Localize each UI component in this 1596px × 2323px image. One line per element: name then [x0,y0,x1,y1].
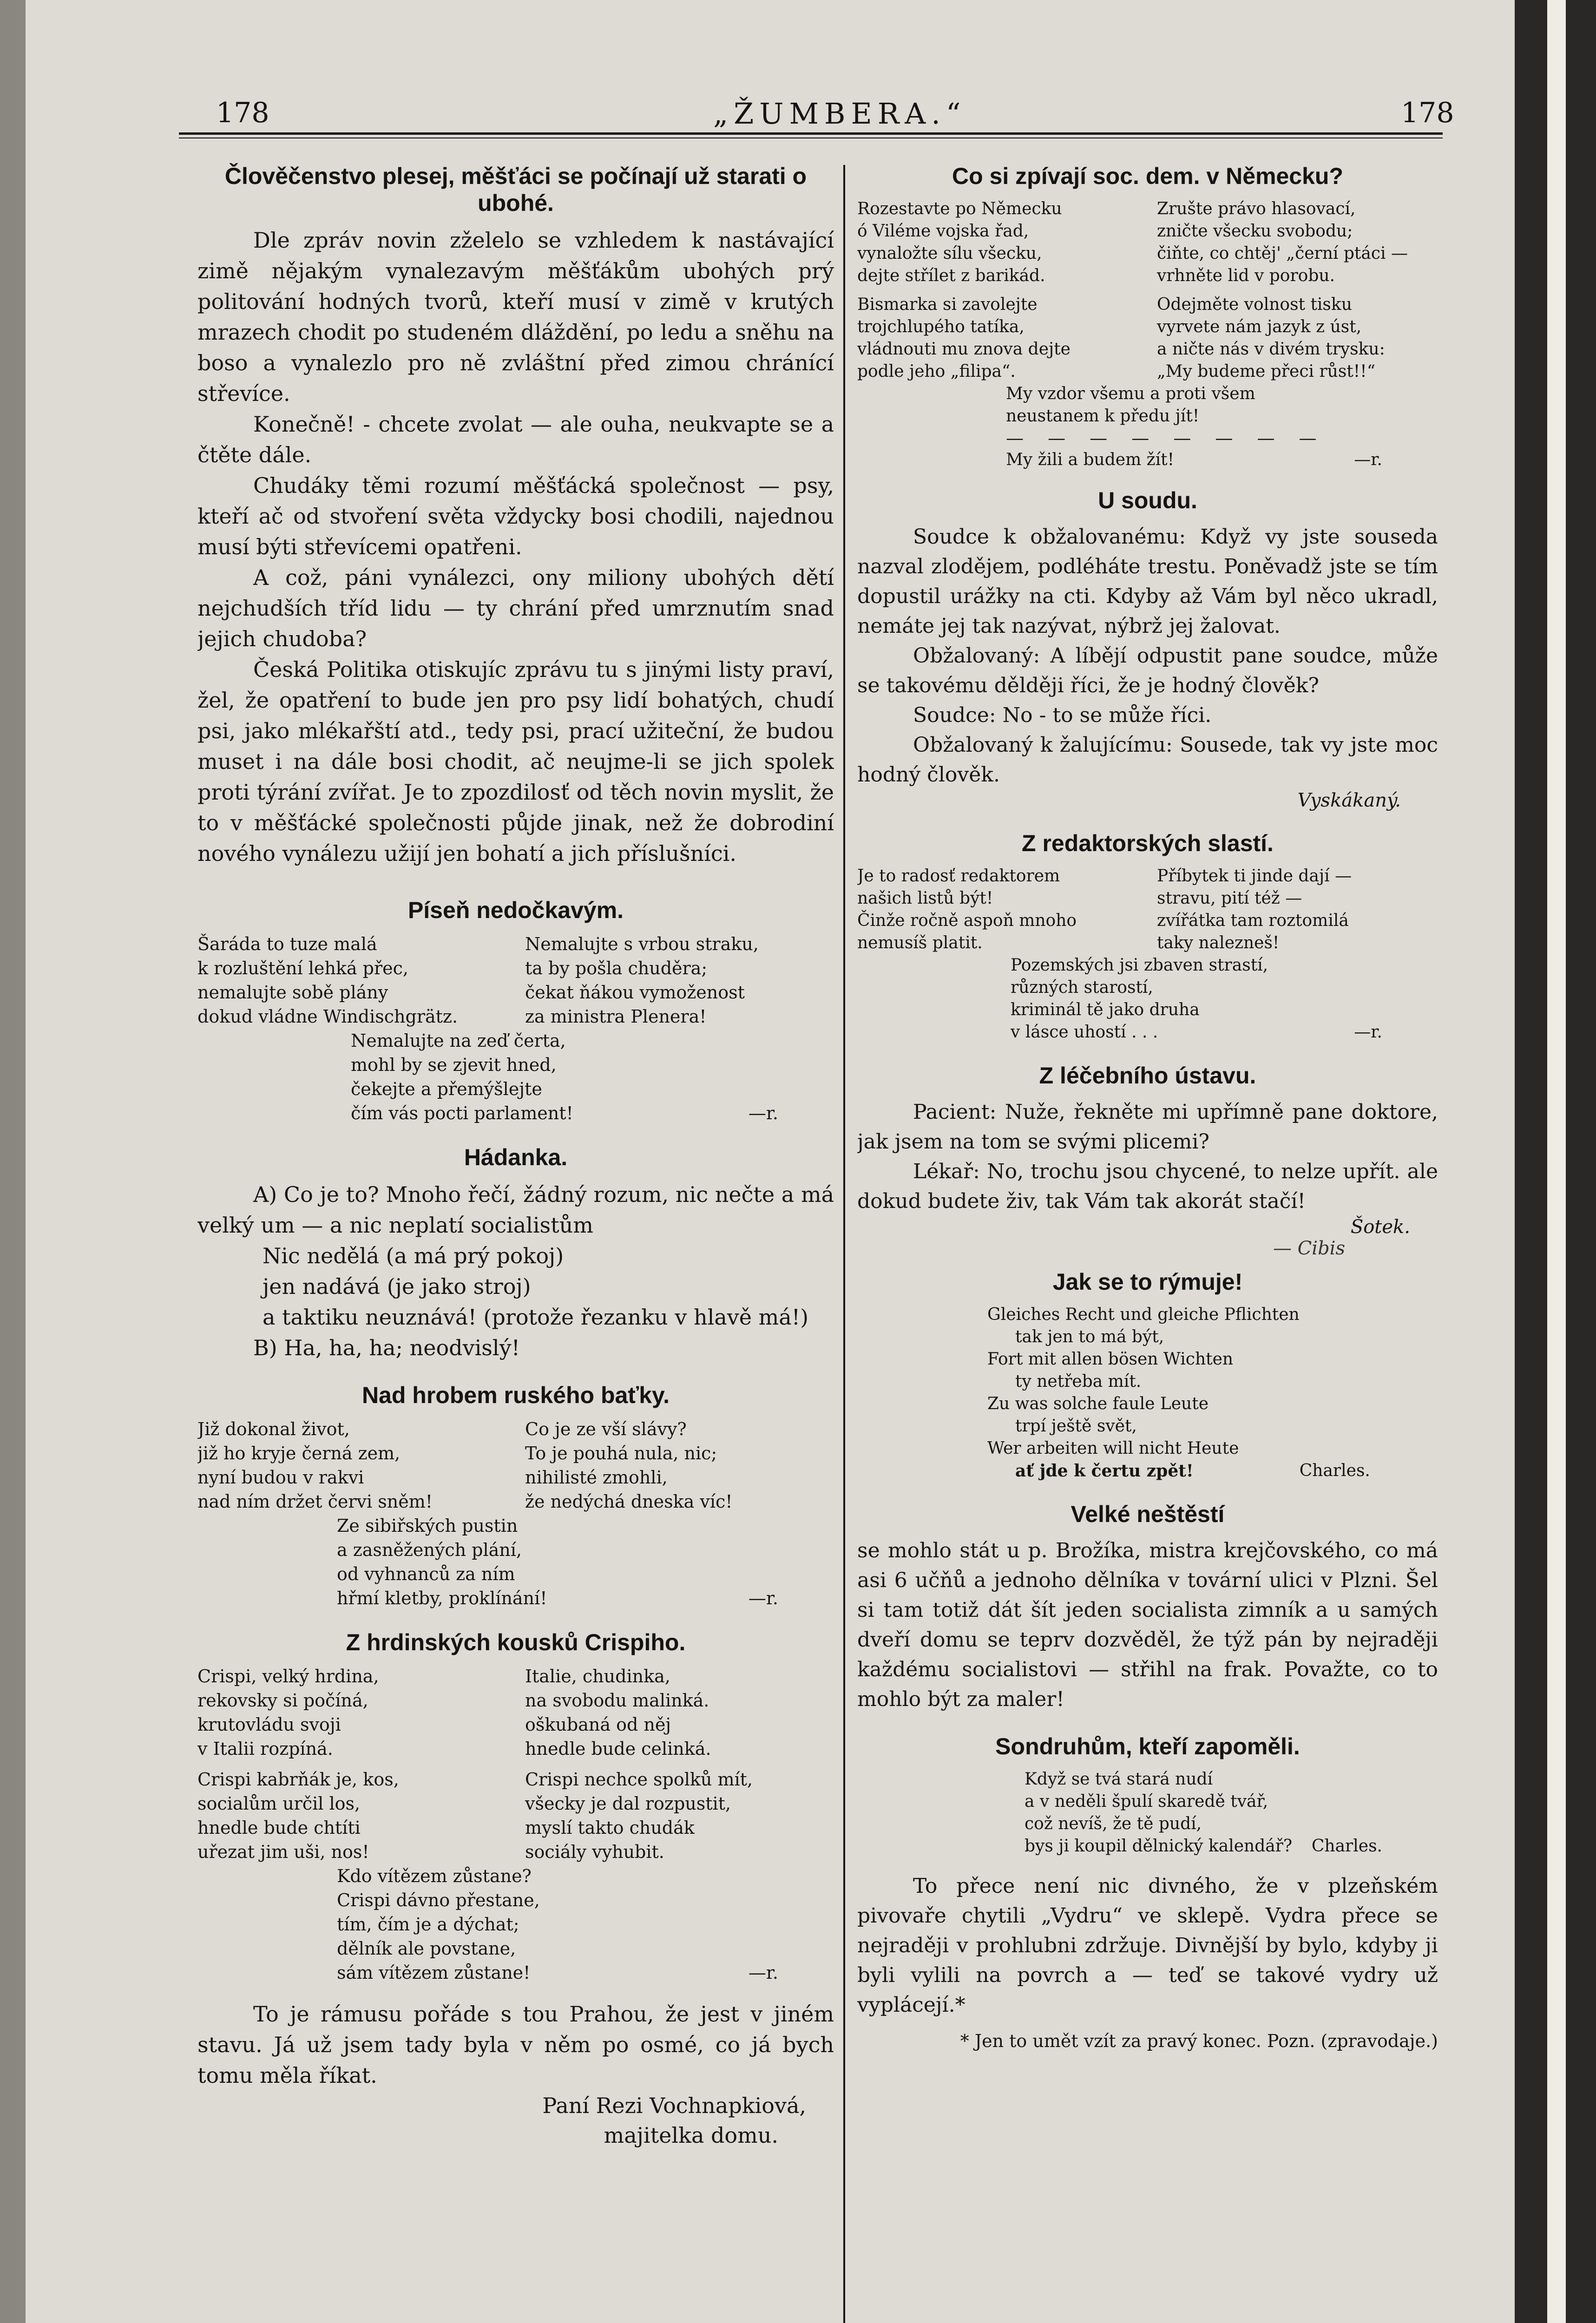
poem-line: že nedýchá dneska víc! [525,1491,733,1512]
poem-line: dokud vládne Windischgrätz. [197,1006,458,1027]
poem-line: Odejměte volnost tisku [1157,295,1352,314]
poem-line: Gleiches Recht und gleiche Pflichten [987,1305,1300,1324]
poem-line: trpí ještě svět, [1015,1417,1137,1436]
dialogue-paragraph: Lékař: No, trochu jsou chycené, to nelze upřít. ale dokud budete živ, tak Vám tak akorát stačí! [857,1160,1438,1213]
right-column [857,163,1438,2323]
poem-line: čiňte, co chtěj' „černí ptáci — [1157,244,1408,263]
poem-line: Příbytek ti jinde dají — [1157,866,1352,886]
poem-line: dělník ale povstane, [337,1938,516,1959]
poem-line: a ničte nás v divém trysku: [1157,340,1385,359]
poem-line: čekejte a přemýšlejte [351,1079,542,1099]
poem-stanzas [197,1664,834,1761]
article-title: Člověčenstvo plesej, měšťáci se počínají už starati o ubohé. [224,163,807,216]
poem-line: za ministra Plenera! [525,1006,707,1027]
poem-line: neustanem k předu jít! [1006,407,1200,426]
signature: —r. [748,1962,778,1983]
footnote: * Jen to umět vzít za pravý konec. Pozn. (zpravodaje.) [960,2031,1438,2051]
poem-line: nihilisté zmohli, [525,1467,668,1488]
poem-line: mohl by se zjevit hned, [351,1055,557,1075]
poem-line: nad ním držet červi sněm! [197,1491,433,1512]
poem-line: Pozemských jsi zbaven strastí, [1011,956,1268,975]
poem-title: Z redaktorských slastí. [1022,830,1274,856]
poem-line: rekovsky si počíná, [197,1690,368,1711]
poem-stanza [197,1514,834,1610]
article-paragraph: A což, páni vynálezci, ony miliony ubohých dětí nejchudších tříd lidu — ty chrání před umrznutím snad jejich chudoba? [197,565,834,651]
poem-line: na svobodu malinká. [525,1690,709,1711]
riddle-paragraph: A) Co je to? Mnoho řečí, žádný rozum, nic nečte a má velký um — a nic neplatí socialistům [197,1182,834,1238]
poem-line: taky nalezneš! [1157,933,1280,952]
poem-line: vyrvete nám jazyk z úst, [1157,317,1362,336]
article-title: Velké neštěstí [1071,1501,1225,1527]
poem-line: sociály vyhubit. [525,1842,664,1862]
poem-line: My žili a budem žít! [1006,450,1175,469]
handwritten-note: — Cibis [1273,1238,1345,1259]
riddle-lines [197,1240,834,1332]
poem-line: ať jde k čertu zpět! [1015,1461,1194,1481]
poem-line: dejte střílet z barikád. [857,266,1045,285]
poem-line: oškubaná od něj [525,1714,671,1735]
poem-line: Již dokonal život, [197,1419,350,1439]
poem-line: Ze sibiřských pustin [337,1516,518,1536]
poem-line: nemalujte sobě plány [197,982,388,1003]
poem-line: Činže ročně aspoň mnoho [857,911,1077,930]
riddle-line: jen nadává (je jako stroj) [263,1274,531,1299]
poem-stanzas [197,932,834,1029]
left-column [197,163,834,2323]
poem-line: zničte všecku svobodu; [1157,222,1353,241]
poem-line: ó Viléme vojska řad, [857,222,1029,241]
notice-signature [197,2091,834,2150]
poem-line: různých starostí, [1011,978,1153,997]
poem-line: Je to radosť redaktorem [857,866,1060,886]
dash-separator: — — — — — — — — [1006,428,1326,448]
poem-line: tak jen to má být, [1015,1327,1164,1346]
poem-line: Zu was solche faule Leute [987,1394,1208,1413]
signature: Šotek. [1350,1216,1410,1238]
binding-edge [1515,0,1596,2323]
poem-line: Wer arbeiten will nicht Heute [987,1439,1239,1458]
poem-line: v Italii rozpíná. [197,1739,333,1759]
dialogue-paragraph: Obžalovaný k žalujícímu: Sousede, tak vy jste moc hodný člověk. [857,733,1438,787]
notice-paragraph: To je rámusu pořáde s tou Prahou, že jest v jiném stavu. Já už jsem tady byla v něm po osmé, co já bych tomu měla říkat. [197,2001,834,2088]
poem-line: Šaráda to tuze malá [197,934,377,954]
article-paragraph: Česká Politika otiskujíc zprávu tu s jinými listy praví, žel, že opatření to bude jen pro psy lidí bohatých, chudí psi, jako mlékařští atd., tedy psi, prací užiteční, že budou muset i na dále bosi chodit, ač neujme-li se jich spolek proti týrání zvířat. Je to zpozdilosť od těch novin myslit, že to v měšťácké společnosti půjde jinak, než že dobrodiní nového vynálezu užijí jen bohatí a jich příslušníci. [197,657,834,866]
riddle-title: Hádanka. [464,1144,568,1170]
article-paragraph: To přece není nic divného, že v plzeňském pivovaře chytili „Vydru“ ve sklepě. Vydra přece se nejraději v prohlubni zdržuje. Divnější by bylo, kdyby ji byli vylili na povrch a — teď se takové vydry už vyplácejí.* [857,1874,1438,2017]
poem-line: což nevíš, že tě pudí, [1025,1814,1202,1833]
poem-line: a zasněžených plání, [337,1540,522,1560]
dialogue-paragraph: Soudce: No - to se může říci. [913,703,1212,727]
poem-line: Crispi nechce spolků mít, [525,1769,753,1790]
poem-line: tím, čím je a dýchat; [337,1914,519,1935]
poem-line: hnedle bude celinká. [525,1739,711,1759]
masthead-title: „ŽUMBERA.“ [713,97,966,131]
poem-line: Fort mit allen bösen Wichten [987,1350,1234,1369]
poem-line: podle jeho „filipa“. [857,362,1016,381]
column-divider [843,165,845,2323]
poem-line: Crispi, velký hrdina, [197,1666,379,1686]
poem-stanza [857,383,1438,471]
poem-line: My vzdor všemu a proti všem [1006,384,1255,403]
article-paragraph: se mohlo stát u p. Brožíka, mistra krejčovského, co má asi 6 učňů a jednoho dělníka v tovární ulici v Plzni. Šel si tam totiž dát šít jeden socialista zimník a u samých dveří domu se teprv dozvěděl, že týž pán by nejraději každému socialistovi — střihl na frak. Považte, co to mohlo být za maler! [857,1539,1438,1711]
signature: Charles. [1299,1461,1370,1480]
poem-line: „My budeme přeci růst!!“ [1157,362,1376,381]
dialogue-paragraph: Pacient: Nuže, řekněte mi upřímně pane doktore, jak jsem na tom se svými plicemi? [857,1100,1438,1154]
article-title: U soudu. [1098,487,1197,513]
poem-title: Píseň nedočkavým. [407,897,624,923]
page-edge [1547,0,1566,2323]
poem-stanza [197,1864,834,1985]
poem-line: od vyhnanců za ním [337,1564,515,1584]
poem-line: stravu, pití též — [1157,889,1302,908]
signature-title: majitelka domu. [604,2123,778,2148]
poem-line: našich listů být! [857,889,993,908]
poem-line: nemusíš platit. [857,933,983,952]
poem-line: vládnouti mu znova dejte [857,340,1071,359]
poem-line: v lásce uhostí . . . [1011,1023,1158,1042]
poem-stanzas [197,1417,834,1514]
poem-line: krutovládu svoji [197,1714,341,1735]
poem-line: kriminál tě jako druha [1011,1000,1200,1019]
poem-line: Když se tvá stará nudí [1025,1770,1213,1789]
poem-line: Italie, chudinka, [525,1666,670,1686]
poem-line: čekat ňákou vymoženost [525,982,745,1003]
poem-title: Co si zpívají soc. dem. v Německu? [952,163,1343,189]
poem-title: Z hrdinských kousků Crispiho. [346,1629,686,1655]
poem-line: sám vítězem zůstane! [337,1962,531,1983]
poem-line: hřmí kletby, proklínání! [337,1588,547,1608]
riddle-answer: B) Ha, ha, ha; neodvislý! [253,1335,520,1360]
poem-line: myslí takto chudák [525,1818,695,1838]
poem-stanzas [857,865,1438,954]
poem-line: čím vás pocti parlament! [351,1103,573,1123]
poem-line: bys ji koupil dělnický kalendář? [1025,1837,1293,1856]
poem-line: ty netřeba mít. [1015,1372,1142,1391]
poem-title: Jak se to rýmuje! [1052,1269,1243,1295]
header-rule [179,132,1443,135]
riddle-line: Nic nedělá (a má prý pokoj) [263,1243,564,1268]
poem-line: trojchlupého tatíka, [857,317,1025,336]
poem-line: To je pouhá nula, nic; [525,1443,717,1463]
page-number-right: 178 [1401,97,1454,129]
poem-stanza [197,1029,834,1125]
signature-name: Paní Rezi Vochnapkiová, [542,2093,806,2118]
poem-title: Sondruhům, kteří zapoměli. [995,1733,1300,1759]
poem-line: všecky je dal rozpustit, [525,1793,731,1814]
poem-stanza [857,1768,1438,1857]
poem-line: ta by pošla chuděra; [525,958,708,978]
poem-line: k rozluštění lehká přec, [197,958,408,978]
article-paragraph: Konečně! - chcete zvolat — ale ouha, neukvapte se a čtěte dále. [197,412,834,467]
dialogue-paragraph: Soudce k obžalovanému: Když vy jste souseda nazval zlodějem, podléháte trestu. Poněvadž jste se tím dopustil urážky na cti. Kdyby až Vám byl něco ukradl, nemáte jej tak nazývat, nýbrž jej žalovat. [857,525,1438,638]
signature: —r. [748,1103,778,1123]
poem-line: Rozestavte po Německu [857,199,1062,218]
poem-line: vynaložte sílu všecku, [857,244,1042,263]
poem-stanzas [857,294,1438,383]
riddle-line: a taktiku neuznává! (protože řezanku v hlavě má!) [263,1305,809,1330]
poem-line: nyní budou v rakvi [197,1467,364,1488]
poem-line: již ho kryje černá zem, [197,1443,401,1463]
dialogue-paragraph: Obžalovaný: A líbějí odpustit pane soudce, může se takovému dělději říci, že je hodný člověk? [857,644,1438,697]
signature: —r. [1354,450,1382,469]
poem-line: Zrušte právo hlasovací, [1157,199,1356,218]
poem-stanza [857,1304,1438,1482]
poem-line: uřezat jim uši, nos! [197,1842,369,1862]
poem-line: vrhněte lid v porobu. [1157,266,1335,285]
signature: Charles. [1311,1837,1382,1856]
poem-line: Nemalujte s vrbou straku, [525,934,759,954]
poem-line: Crispi kabrňák je, kos, [197,1769,399,1790]
newspaper-page [26,0,1540,2323]
article-title: Z léčebního ústavu. [1039,1063,1256,1089]
poem-line: a v neděli špulí skaredě tvář, [1025,1792,1268,1811]
signature: —r. [1354,1023,1382,1042]
article-paragraph: Chudáky těmi rozumí měšťácká společnost — psy, kteří ač od stvoření světa vždycky bosi chodili, najednou musí býti střevícemi opatřeni. [197,473,834,559]
poem-stanzas [857,198,1438,287]
article-paragraph: Dle zpráv novin zželelo se vzhledem k nastávající zimě nějakým vynalezavým měšťákům ubohých prý politování hodných tvorů, kteří musí v zimě v krutých mrazech chodit po studeném dláždění, po ledu a sněhu na boso a vynalezlo pro ně zvláštní před zimou chránící střevíce. [197,228,834,406]
page-number-left: 178 [216,97,269,129]
poem-line: Nemalujte na zeď čerta, [351,1030,566,1051]
poem-line: Bismarka si zavolejte [857,295,1038,314]
poem-stanza [857,954,1438,1043]
poem-line: Kdo vítězem zůstane? [337,1866,532,1886]
poem-line: zvířátka tam roztomilá [1157,911,1349,930]
poem-line: Co je ze vší slávy? [525,1419,687,1439]
signature: Vyskákaný. [1297,790,1401,811]
signature: —r. [748,1588,778,1608]
poem-line: Crispi dávno přestane, [337,1890,540,1910]
poem-title: Nad hrobem ruského baťky. [361,1382,670,1408]
poem-line: socialům určil los, [197,1793,361,1814]
poem-stanzas [197,1767,834,1864]
poem-line: hnedle bude chtíti [197,1818,361,1838]
